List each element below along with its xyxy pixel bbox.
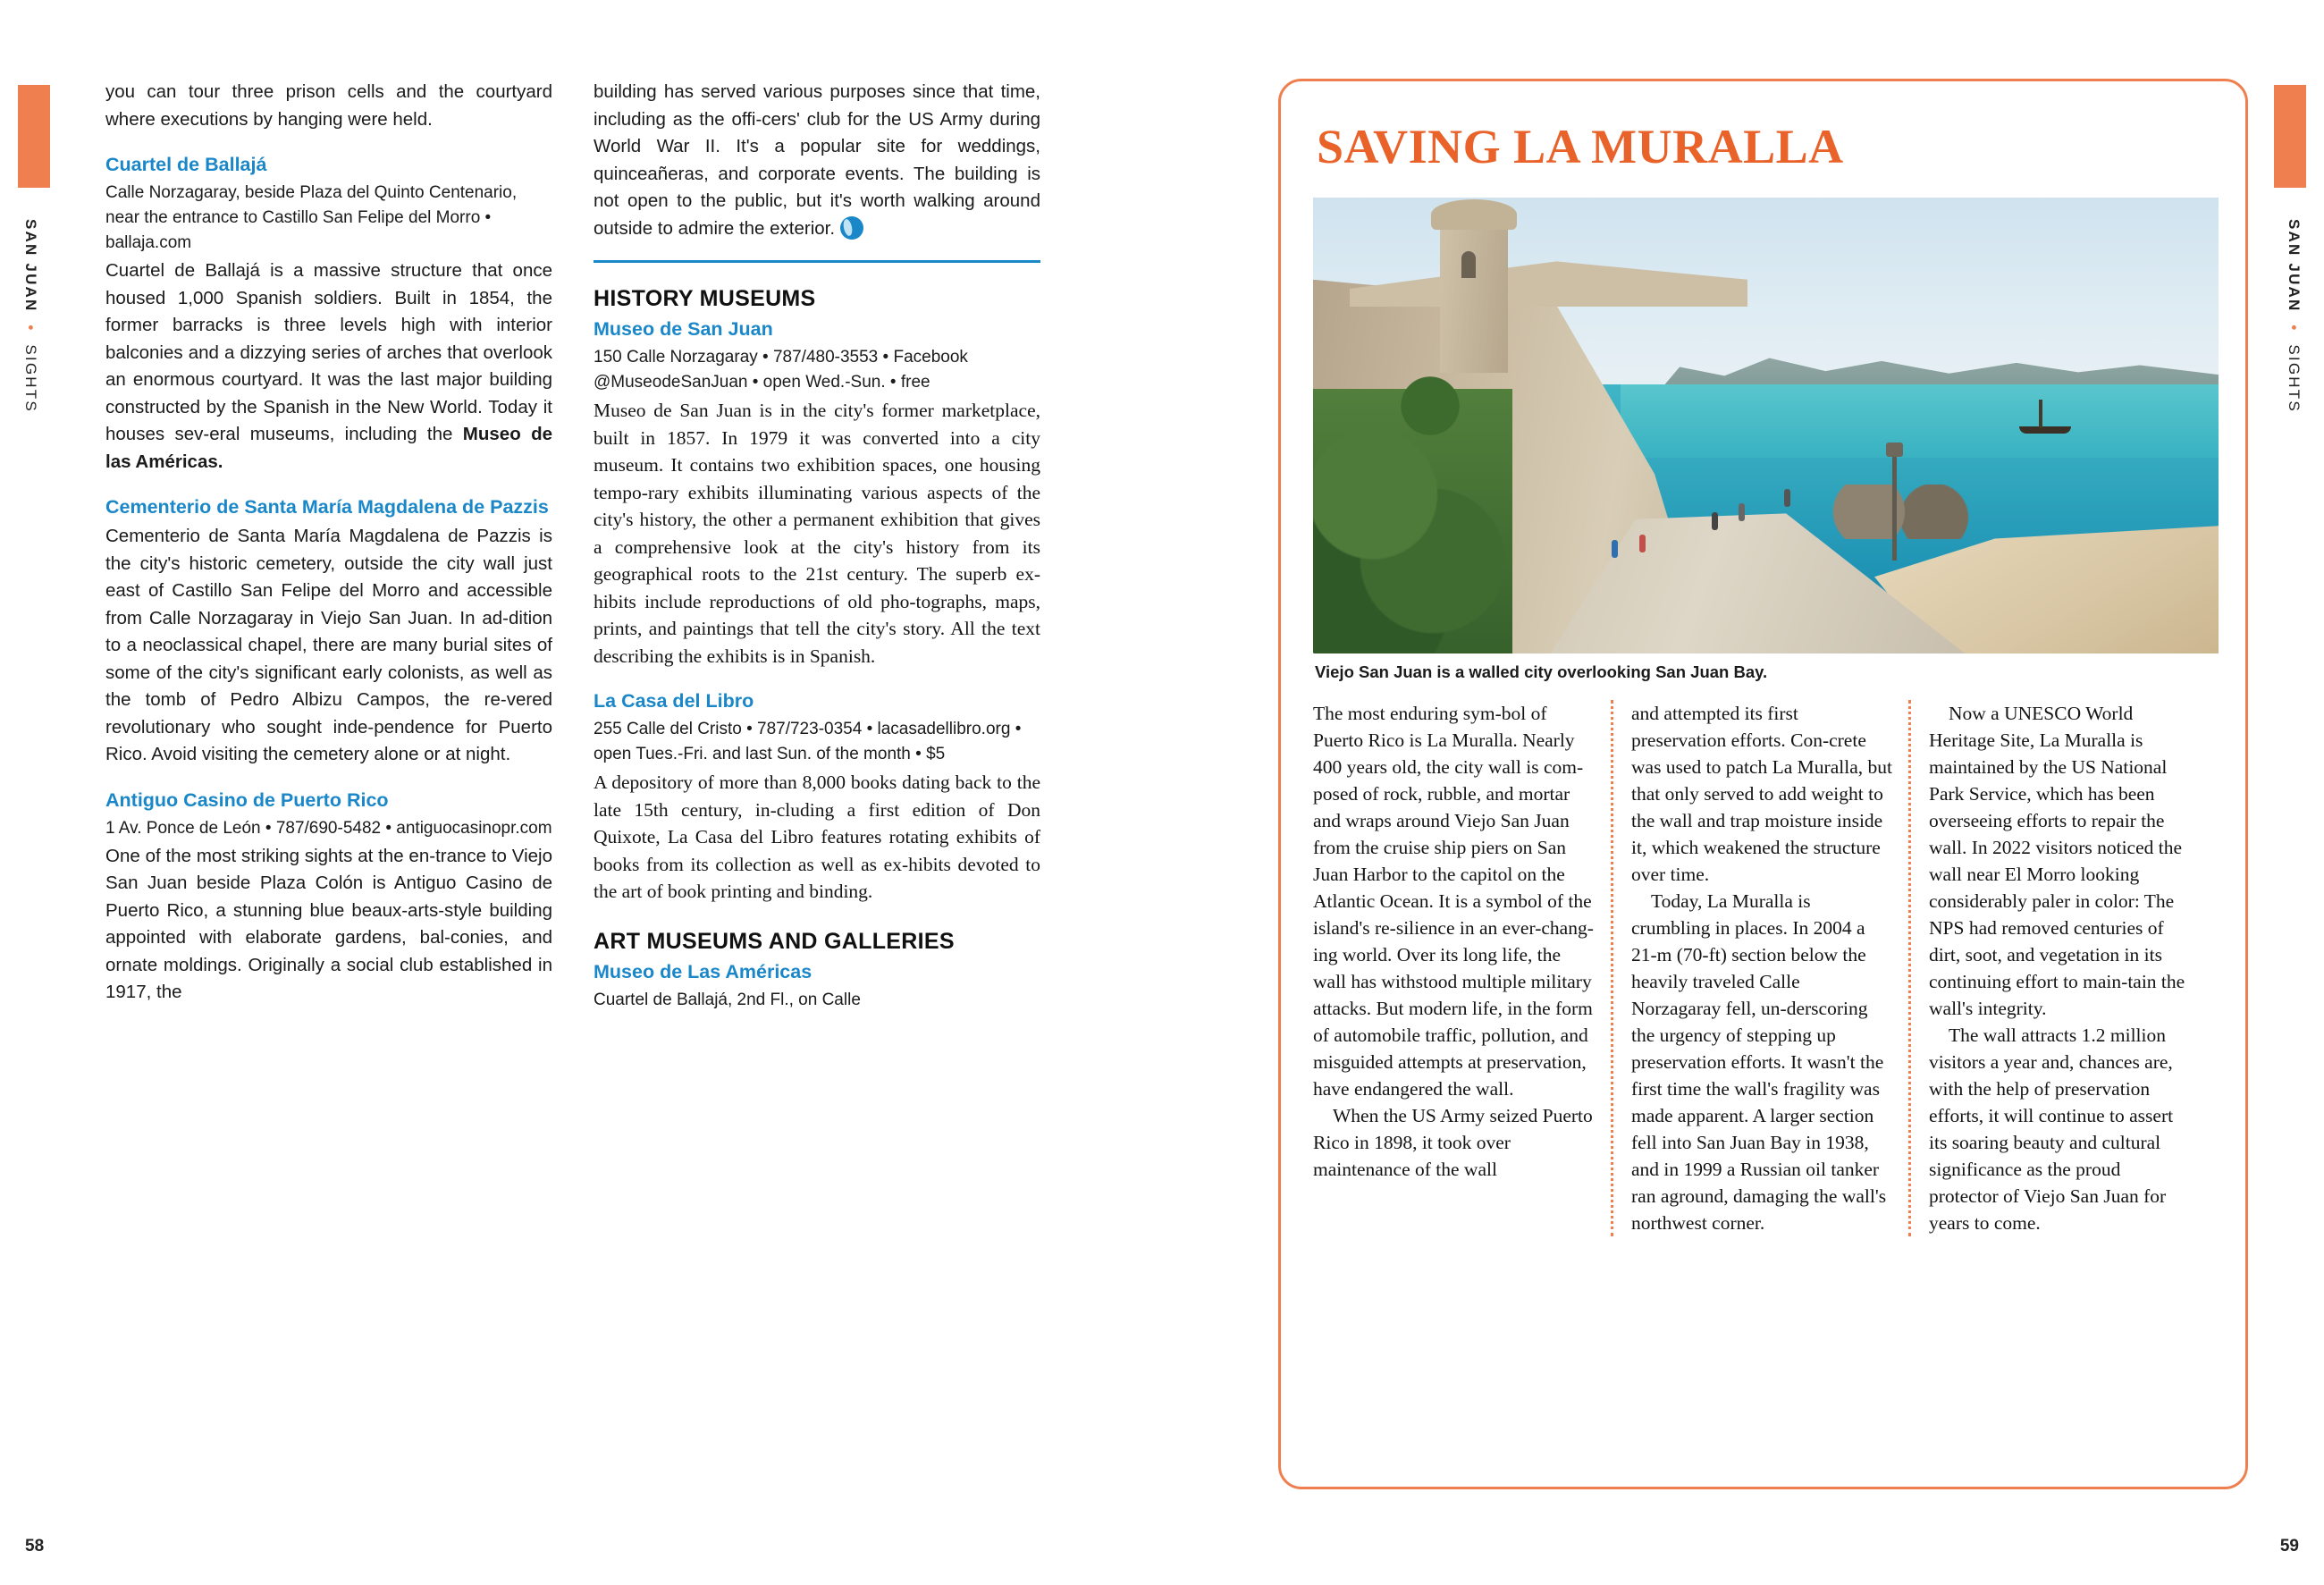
entry-heading-museo-de-las-americas[interactable]: Museo de Las Américas — [594, 960, 813, 982]
feature-column-1 — [1313, 700, 1611, 1236]
feature-paragraph: Now a UNESCO World Heritage Site, La Muralla is maintained by the US National Park Service, which has been overseeing efforts to repair the wall. In 2022 visitors noticed the wall near El Morro looking considerably paler in color: The NPS had removed centuries of dirt, soot, and vegetation in its continuing effort to main-tain the wall's integrity. — [1929, 703, 2185, 1019]
running-head-right-main: SAN JUAN — [2286, 219, 2303, 313]
feature-text-columns — [1313, 700, 2213, 1236]
feature-photo-caption: Viejo San Juan is a walled city overlooking San Juan Bay. — [1315, 662, 1768, 681]
feature-photo — [1313, 198, 2219, 653]
photo-person — [1712, 512, 1718, 530]
photo-rocks — [1820, 485, 1983, 539]
section-tab-right — [2274, 85, 2306, 188]
photo-person — [1739, 503, 1745, 521]
entry-heading-cementerio[interactable]: Cementerio de Santa María Magdalena de Pazzis — [105, 496, 549, 518]
running-head-right-sub: SIGHTS — [2286, 344, 2303, 413]
entry-body-bold: Museo de las Américas. — [105, 424, 553, 472]
feature-sidebar-inner — [1281, 81, 2245, 1487]
entry-body-antiguo-casino: One of the most striking sights at the en-trance to Viejo San Juan beside Plaza Colón is Antiguo Casino de Puerto Rico, a stunning blue beaux-arts-style building appointed with elaborate gardens, bal-conies, and ornate moldings. Originally a social club established in 1917, the — [105, 845, 552, 1002]
feature-paragraph: When the US Army seized Puerto Rico in 1898, it took over maintenance of the wall — [1313, 1105, 1593, 1180]
feature-paragraph: The most enduring sym-bol of Puerto Rico is La Muralla. Nearly 400 years old, the city wall is com-posed of rock, rubble, and mortar and wraps around Viejo San Juan from the cruise ship piers on San Juan Harbor to the capitol on the Atlantic Ocean. It is a symbol of the island's re-silience in an ever-chang-ing world. Over its long life, the wall has withstood multiple military attacks. But modern life, in the form of automobile traffic, pollution, and misguided attempts at preservation, have endangered the wall. — [1313, 703, 1594, 1100]
page-number-left: 58 — [25, 1537, 45, 1555]
entry-heading-museo-de-san-juan[interactable]: Museo de San Juan — [594, 318, 773, 340]
continued-paragraph-2 — [594, 79, 1040, 242]
entry-details-la-casa-del-libro: 255 Calle del Cristo • 787/723-0354 • lacasadellibro.org • open Tues.-Fri. and last Sun. of the month • $5 — [594, 720, 1022, 763]
feature-paragraph: Today, La Muralla is crumbling in places. In 2004 a 21-m (70-ft) section below the heavily traveled Calle Norzagaray fell, un-derscoring the urgency of stepping up preservation efforts. It wasn't the first time the wall's fragility was made apparent. A larger section fell into San Juan Bay in 1938, and in 1999 a Russian oil tanker ran aground, damaging the wall's northwest corner. — [1631, 890, 1887, 1234]
entry-details-museo-de-san-juan: 150 Calle Norzagaray • 787/480-3553 • Facebook @MuseodeSanJuan • open Wed.-Sun. • free — [594, 348, 968, 392]
left-column-1 — [105, 79, 552, 1015]
page-number-right: 59 — [2279, 1537, 2299, 1555]
feature-column-2 — [1611, 700, 1908, 1236]
feature-column-3 — [1908, 700, 2206, 1236]
entry-body-la-casa-del-libro: A depository of more than 8,000 books dating back to the late 15th century, in-cluding a first edition of Don Quixote, La Casa del Libro features rotating exhibits of books from its collection as well as ex-hibits devoted to the art of book printing and binding. — [594, 771, 1040, 902]
photo-sea-shallow — [1621, 384, 2219, 458]
running-head-left-separator: • — [22, 318, 39, 339]
entry-heading-la-casa-del-libro[interactable]: La Casa del Libro — [594, 690, 754, 712]
feature-sidebar-title: SAVING LA MURALLA — [1317, 120, 1844, 173]
entry-body-cementerio: Cementerio de Santa María Magdalena de Pazzis is the city's historic cemetery, outside the city wall just east of Castillo San Felipe del Morro and accessible from Calle Norzagaray in Viejo San Juan. In ad-dition to a neoclassical chapel, there are many burial sites of some of the city's significant early colonists, as well as the tomb of Pedro Albizu Campos, the re-vered revolutionary who sought inde-pendence for Puerto Rico. Avoid visiting the cemetery alone or at night. — [105, 526, 552, 764]
photo-lamppost — [1892, 453, 1897, 561]
feature-paragraph: and attempted its first preservation efforts. Con-crete was used to patch La Muralla, but that only served to add weight to the wall and trap moisture inside it, which weakened the structure over time. — [1631, 703, 1892, 885]
entry-body-museo-de-san-juan: Museo de San Juan is in the city's former marketplace, built in 1857. In 1979 it was converted into a city museum. It contains two exhibition spaces, one housing tempo-rary exhibits illuminating various aspects of the city's history, the other a permanent exhibition that gives a comprehensive look at the city's history from its geographical roots to the 21st century. The superb ex-hibits include reproductions of old pho-tographs, maps, prints, and paintings that tell the city's story. All the text describing the exhibits is in Spanish. — [594, 400, 1040, 667]
running-head-right — [2285, 219, 2303, 413]
entry-details-museo-de-las-americas: Cuartel de Ballajá, 2nd Fl., on Calle — [594, 990, 861, 1009]
running-head-left-main: SAN JUAN — [22, 219, 39, 313]
continued-paragraph-2-text: building has served various purposes since that time, including as the offi-cers' club for the US Army during World War II. It's a popular site for weddings, quinceañeras, and corporate events. The building is not open to the public, but it's worth walking around outside to admire the exterior. — [594, 81, 1040, 239]
entry-heading-antiguo-casino[interactable]: Antiguo Casino de Puerto Rico — [105, 788, 389, 811]
left-column-2 — [594, 79, 1040, 1015]
running-head-left-sub: SIGHTS — [22, 344, 39, 413]
left-page-columns — [105, 79, 1055, 1015]
entry-body-text: Cuartel de Ballajá is a massive structure that once housed 1,000 Spanish soldiers. Built in 1854, the former barracks is three levels high with interior balconies and a dizzying series of arches that overlook an enormous courtyard. It was the last major building constructed by the Spanish in the New World. Today it houses sev-eral museums, including the — [105, 260, 552, 444]
feature-paragraph: The wall attracts 1.2 million visitors a year and, chances are, with the help of preservation efforts, it will continue to assert its soaring beauty and cultural significance as the proud protector of Viejo San Juan for years to come. — [1929, 1024, 2174, 1234]
running-head-left — [21, 219, 39, 413]
entry-heading-cuartel-de-ballaja[interactable]: Cuartel de Ballajá — [105, 154, 267, 175]
running-head-right-separator: • — [2286, 318, 2303, 339]
photo-sentry-turret — [1440, 221, 1508, 373]
section-tab-left — [18, 85, 50, 188]
section-heading-history-museums: HISTORY MUSEUMS — [594, 286, 816, 311]
section-heading-art-museums: ART MUSEUMS AND GALLERIES — [594, 928, 955, 954]
photo-palm-tree — [1377, 352, 1484, 459]
feature-sidebar-box — [1278, 79, 2248, 1489]
photo-sailboat — [2019, 398, 2071, 434]
entry-details-cuartel-de-ballaja: Calle Norzagaray, beside Plaza del Quinto Centenario, near the entrance to Castillo San Felipe del Morro • ballaja.com — [105, 183, 518, 252]
continued-paragraph: you can tour three prison cells and the courtyard where executions by hanging were held. — [105, 81, 552, 130]
photo-person — [1639, 535, 1646, 552]
entry-details-antiguo-casino: 1 Av. Ponce de León • 787/690-5482 • antiguocasinopr.com — [105, 818, 552, 838]
moon-phase-icon — [840, 216, 863, 240]
section-divider — [594, 260, 1040, 263]
photo-person — [1612, 540, 1618, 558]
entry-body-cuartel-de-ballaja — [105, 257, 552, 476]
photo-person — [1784, 489, 1790, 507]
